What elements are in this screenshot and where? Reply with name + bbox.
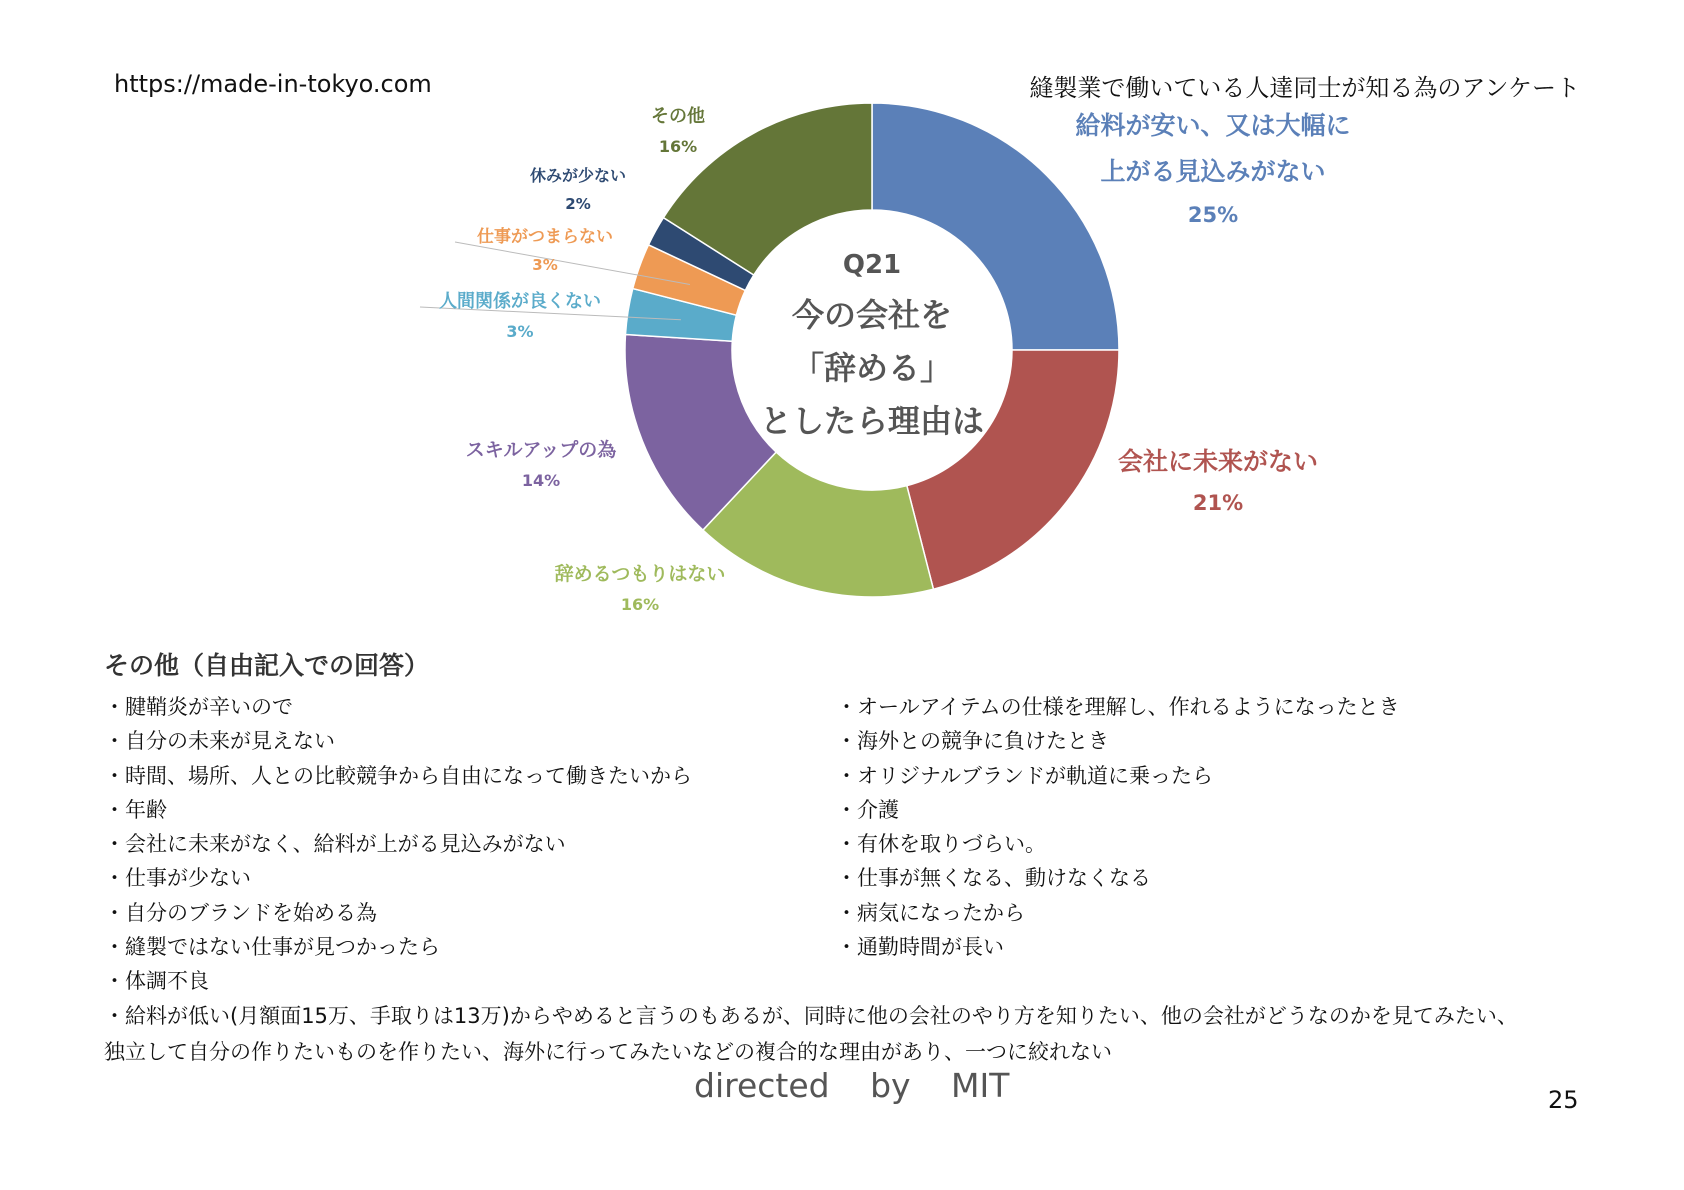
slice-label: 辞めるつもりはない [554,563,726,585]
slice-label: スキルアップの為 [465,439,617,461]
slice-label: 人間関係が良くない [439,291,601,312]
slice-label: 休みが少ない [529,166,627,185]
chart-center-line: 「辞める」 [791,349,953,387]
slice-percent-label: 14% [521,471,561,490]
other-answers-title: その他（自由記入での回答） [104,651,430,680]
list-item: ・介護 [836,797,899,822]
slice-percent-label: 3% [532,256,558,274]
list-item: ・体調不良 [104,969,209,994]
site-url: https://made-in-tokyo.com [114,70,432,98]
other-answers-left-list [104,690,692,999]
list-item: ・病気になったから [836,900,1025,925]
slice-label: 会社に未来がない [1117,447,1319,476]
slice-label: その他 [651,106,705,127]
page-number: 25 [1548,1086,1579,1114]
slice-percent-label: 21% [1192,491,1244,515]
slice-percent-label: 16% [620,595,660,614]
slice-label: 給料が安い、又は大幅に [1075,111,1351,140]
list-item: ・自分のブランドを始める為 [104,900,377,925]
survey-title: 縫製業で働いている人達同士が知る為のアンケート [1029,74,1580,102]
list-item: ・通勤時間が長い [836,935,1004,960]
slice-label: 仕事がつまらない [477,227,613,247]
list-item: ・オールアイテムの仕様を理解し、作れるようになったとき [836,695,1400,719]
slice-percent-label: 3% [506,322,534,341]
list-item: ・年齢 [104,797,167,822]
footer-credit: directed by MIT [694,1066,1010,1105]
list-item: ・縫製ではない仕事が見つかったら [104,935,440,960]
list-item: ・時間、場所、人との比較競争から自由になって働きたいから [104,763,692,788]
list-item: ・仕事が無くなる、動けなくなる [836,866,1151,891]
list-item-continued: 独立して自分の作りたいものを作りたい、海外に行ってみたいなどの複合的な理由があり、一つに絞れない [104,1040,1112,1064]
chart-center-line: 今の会社を [791,296,953,334]
list-item: ・腱鞘炎が辛いので [104,695,293,719]
slice-percent-label: 25% [1187,203,1239,227]
chart-question-number: Q21 [842,250,902,280]
list-item: ・仕事が少ない [104,866,251,891]
slice-percent-label: 16% [658,137,698,156]
slice-label: 上がる見込みがない [1100,157,1326,186]
list-item: ・会社に未来がなく、給料が上がる見込みがない [104,832,566,857]
list-item: ・海外との競争に負けたとき [836,729,1109,754]
other-answers-right-list [836,690,1400,964]
other-answers-long-item [104,998,1604,1070]
list-item: ・オリジナルブランドが軌道に乗ったら [836,763,1213,788]
list-item: ・有休を取りづらい。 [836,832,1046,857]
chart-center-text [760,250,984,440]
list-item: ・自分の未来が見えない [104,729,335,754]
slice-percent-label: 2% [565,195,591,213]
chart-center-line: としたら理由は [759,402,985,440]
list-item: ・給料が低い(月額面15万、手取りは13万)からやめると言うのもあるが、同時に他の会社のやり方を知りたい、他の会社がどうなのかを見てみたい、 [104,1004,1518,1028]
